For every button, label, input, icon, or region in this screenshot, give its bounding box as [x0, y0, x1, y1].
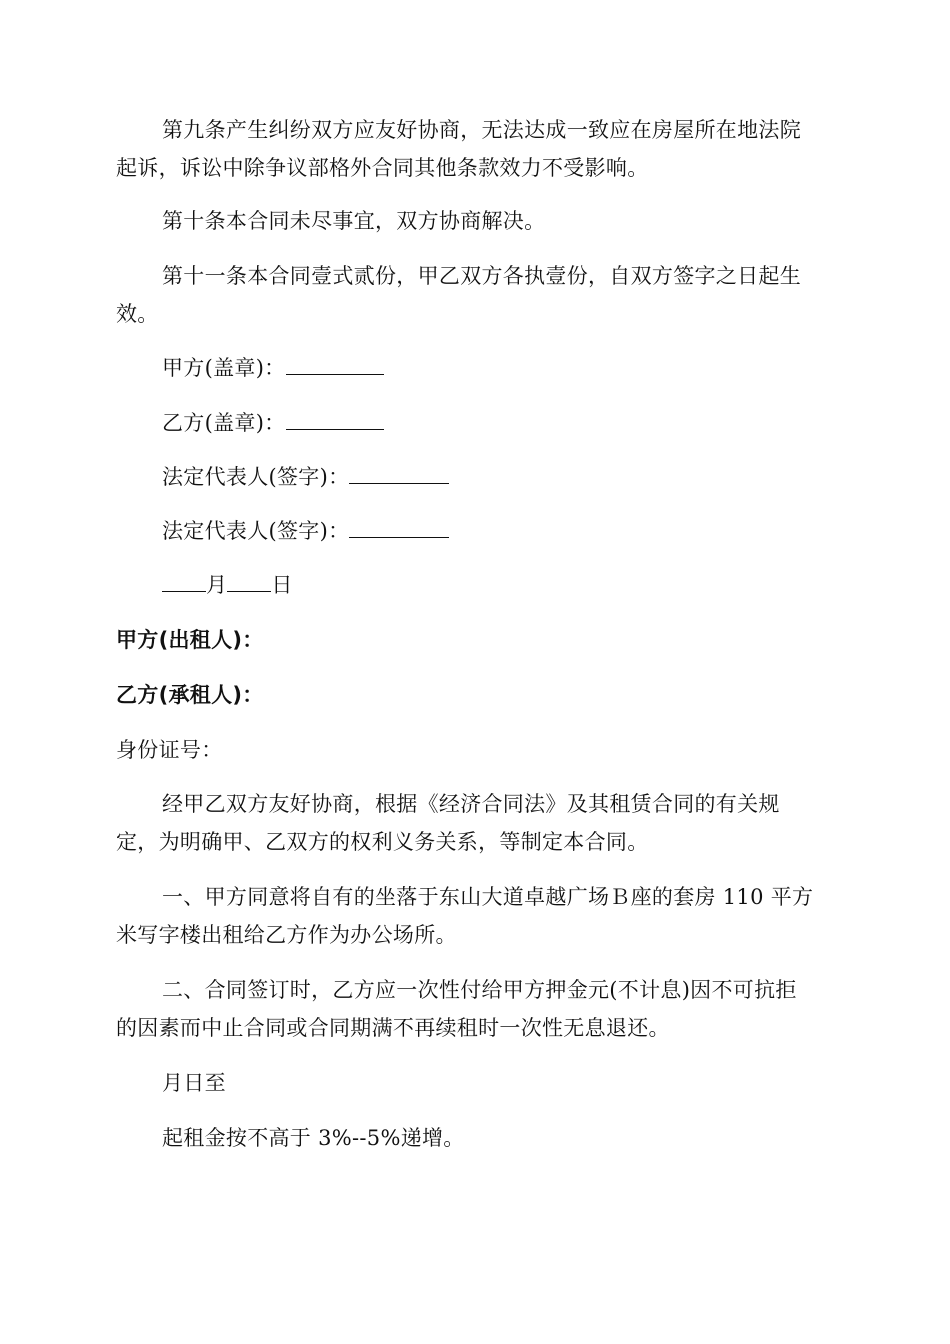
clause-2-line-1: 二、合同签订时，乙方应一次性付给甲方押金元(不计息)因不可抗拒: [162, 978, 797, 1002]
intro-line-2: 定，为明确甲、乙双方的权利义务关系，等制定本合同。: [116, 830, 649, 854]
clause-1-line-1: 一、甲方同意将自有的坐落于东山大道卓越广场Ｂ座的套房 110 平方: [162, 885, 814, 909]
intro-line-1: 经甲乙双方友好协商，根据《经济合同法》及其租赁合同的有关规: [162, 792, 780, 816]
signature-representative-2-label: 法定代表人(签字)：: [162, 519, 350, 543]
article-9-line-2: 起诉，诉讼中除争议部格外合同其他条款效力不受影响。: [116, 156, 649, 180]
id-number-label: 身份证号：: [116, 738, 223, 762]
date-day-blank: [227, 571, 271, 592]
lessee-label: 乙方(承租人)：: [116, 683, 264, 707]
signature-representative-1-blank: [349, 463, 449, 484]
signature-representative-1: [162, 463, 449, 491]
article-9-line-1: 第九条产生纠纷双方应友好协商，无法达成一致应在房屋所在地法院: [162, 118, 801, 142]
date-day-label: 日: [271, 573, 293, 597]
signature-representative-2-blank: [349, 517, 449, 538]
signature-party-a-blank: [286, 354, 384, 375]
signature-party-a: [162, 354, 384, 382]
signature-party-b: [162, 409, 384, 437]
date-month-label: 月: [206, 573, 228, 597]
clause-2-line-2: 的因素而中止合同或合同期满不再续租时一次性无息退还。: [116, 1016, 670, 1040]
rent-increase: 起租金按不高于 3%--5%递增。: [162, 1126, 465, 1150]
article-10: 第十条本合同未尽事宜，双方协商解决。: [162, 209, 546, 233]
signature-party-b-blank: [286, 409, 384, 430]
clause-1-line-2: 米写字楼出租给乙方作为办公场所。: [116, 923, 457, 947]
date-month-blank: [162, 571, 206, 592]
article-11-line-2: 效。: [116, 302, 159, 326]
signature-party-a-label: 甲方(盖章)：: [162, 356, 286, 380]
date-line: [162, 571, 293, 599]
signature-representative-1-label: 法定代表人(签字)：: [162, 465, 350, 489]
signature-party-b-label: 乙方(盖章)：: [162, 411, 286, 435]
month-day-to: 月日至: [162, 1071, 226, 1095]
article-11-line-1: 第十一条本合同壹式贰份，甲乙双方各执壹份，自双方签字之日起生: [162, 264, 801, 288]
signature-representative-2: [162, 517, 449, 545]
lessor-label: 甲方(出租人)：: [116, 628, 264, 652]
